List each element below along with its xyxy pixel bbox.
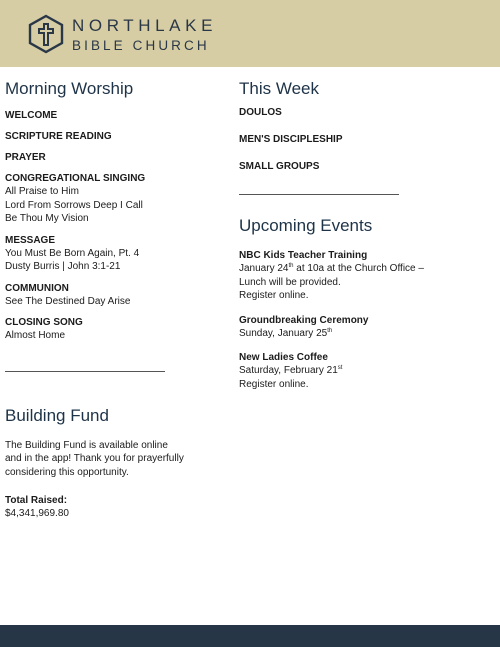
building-fund-line: considering this opportunity.: [5, 466, 129, 478]
this-week-item: MEN'S DISCIPLESHIP: [239, 134, 343, 145]
building-fund-line: The Building Fund is available online: [5, 439, 168, 451]
message-label: MESSAGE: [5, 234, 56, 246]
event-title: NBC Kids Teacher Training: [239, 250, 368, 261]
event-nbc-kids: [239, 249, 479, 303]
event-date: Saturday, February 21st: [239, 365, 343, 376]
divider: [239, 194, 399, 195]
event-title: Groundbreaking Ceremony: [239, 314, 369, 326]
upcoming-events-heading: Upcoming Events: [239, 216, 373, 235]
church-logo-icon: [27, 14, 65, 54]
right-column: [239, 78, 479, 391]
event-date: Sunday, January 25th: [239, 327, 333, 339]
building-fund-line: and in the app! Thank you for prayerfully: [5, 453, 184, 464]
building-fund-body: [5, 439, 225, 480]
congregational-singing-label: CONGREGATIONAL SINGING: [5, 173, 146, 184]
prayer-label: PRAYER: [5, 152, 46, 163]
left-column: [5, 78, 225, 521]
welcome-label: WELCOME: [5, 110, 58, 121]
event-detail: Register online.: [239, 378, 309, 390]
song-item: Be Thou My Vision: [5, 213, 89, 224]
event-detail: Register online.: [239, 290, 309, 301]
scripture-reading-label: SCRIPTURE READING: [5, 131, 112, 142]
total-raised-label: Total Raised:: [5, 495, 68, 506]
communion-label: COMMUNION: [5, 282, 69, 294]
event-title: New Ladies Coffee: [239, 352, 328, 363]
church-name-line1: NORTHLAKE: [72, 16, 218, 35]
this-week-item: SMALL GROUPS: [239, 161, 320, 172]
event-ladies-coffee: [239, 351, 479, 391]
church-name-line2: BIBLE CHURCH: [72, 38, 210, 53]
communion-song: See The Destined Day Arise: [5, 295, 131, 307]
total-raised-value: $4,341,969.80: [5, 508, 69, 519]
footer-bar: [0, 625, 500, 647]
building-fund-heading: Building Fund: [5, 405, 109, 425]
this-week-heading: This Week: [239, 79, 319, 98]
message-title: You Must Be Born Again, Pt. 4: [5, 247, 140, 259]
song-item: Lord From Sorrows Deep I Call: [5, 199, 143, 211]
event-groundbreaking: [239, 314, 479, 341]
closing-song: Almost Home: [5, 330, 66, 341]
song-item: All Praise to Him: [5, 186, 79, 197]
message-speaker: Dusty Burris | John 3:1-21: [5, 261, 121, 272]
event-detail: Lunch will be provided.: [239, 276, 341, 288]
church-name: [72, 16, 217, 55]
this-week-item: DOULOS: [239, 107, 282, 118]
event-date: January 24th at 10a at the Church Office –: [239, 263, 424, 274]
header-banner: [0, 0, 500, 67]
morning-worship-heading: Morning Worship: [5, 79, 134, 98]
divider: [5, 371, 165, 372]
closing-song-label: CLOSING SONG: [5, 317, 83, 328]
